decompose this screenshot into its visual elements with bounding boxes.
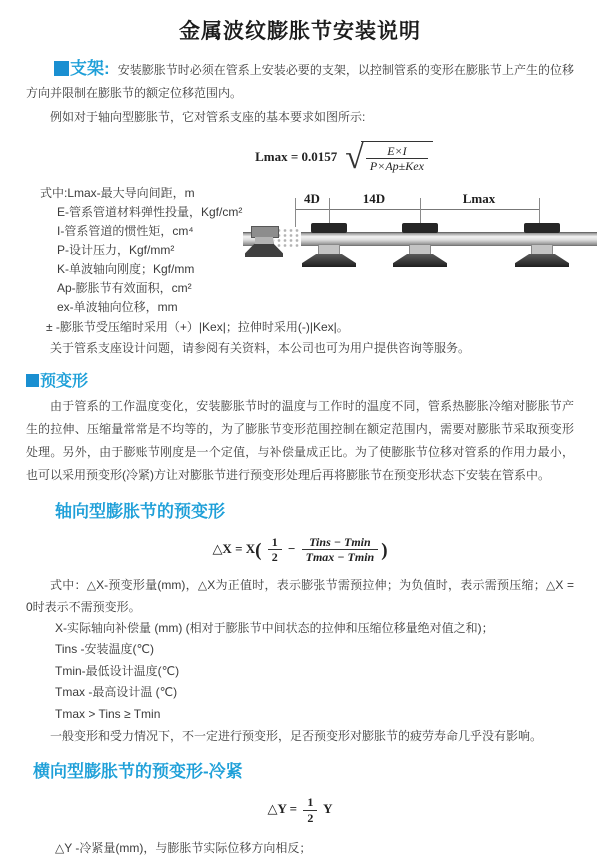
support-cap (311, 223, 347, 233)
lateral-note: △Y -冷紧量(mm)，与膨胀节实际位移方向相反； (55, 841, 312, 856)
axial-formula-denominator: Tmax − Tmin (305, 550, 375, 565)
axial-note: 一般变形和受力情况下，不一定进行预变形，足否预变形对膨胀节的疲劳寿命几乎没有影响。 (50, 729, 543, 744)
page-title: 金属波纹膨胀节安装说明 (179, 20, 421, 43)
axial-explain: 式中：△X-预变形量(mm)，△X为正值时，表示膨张节需预拉伸；为负值时，表示需预压缩；△X = 0时表示不需预变形。 (26, 577, 574, 614)
support-cap (524, 223, 560, 233)
definition-line: K-单波轴向刚度；Kgf/mm (57, 262, 195, 276)
term-line: Tins -安装温度(℃) (55, 642, 155, 657)
dimension-label-4d: 4D (304, 191, 320, 206)
anchor-support (245, 226, 285, 258)
radical-sign (345, 139, 433, 177)
pipe-support (302, 223, 356, 267)
plus-minus-note: ± -膨胀节受压缩时采用（+）|Kex|；拉伸时采用(-)|Kex|。 (46, 320, 349, 334)
dimension-label-lmax: Lmax (462, 191, 496, 206)
term-line: X-实际轴向补偿量 (mm) (相对于膨胀节中间状态的拉伸和压缩位移量绝对值之和)； (55, 620, 494, 635)
definition-line: ex-单波轴向位移，mm (57, 300, 178, 314)
definition-line: P-设计压力，Kgf/mm² (57, 243, 175, 257)
pipe-support (393, 223, 447, 267)
blue-square-bullet-icon (54, 61, 69, 76)
support-base (302, 254, 356, 267)
definition-line: Ap-膨胀节有效面积，cm² (57, 281, 192, 295)
term-line: Tmax > Tins ≥ Tmin (55, 706, 161, 721)
pipe-support-diagram (243, 190, 597, 284)
support-clamp (409, 244, 431, 255)
dimension-label-14d: 14D (362, 191, 386, 206)
minus-sign: − (287, 540, 296, 556)
close-paren: ) (381, 539, 388, 561)
axial-term-list (55, 618, 574, 726)
half-denominator: 2 (271, 550, 278, 565)
definition-line: 式中:Lmax-最大导向间距，m (40, 186, 195, 200)
support-base (515, 254, 569, 267)
term-line: Tmax -最高设计温 (℃) (55, 685, 178, 700)
axial-subheading: 轴向型膨胀节的预变形 (55, 502, 225, 521)
axial-formula-numerator: Tins − Tmin (302, 535, 379, 550)
sqrt-glyph: √ (345, 139, 364, 177)
anchor-base (245, 244, 283, 257)
pipe-support (515, 223, 569, 267)
lmax-formula (0, 135, 600, 179)
lateral-formula-suffix: Y (323, 801, 333, 817)
axial-formula (0, 535, 600, 565)
lateral-formula-prefix: △Y = (267, 801, 298, 817)
lmax-formula-lhs: Lmax = 0.0157 (255, 149, 338, 164)
lateral-subheading: 横向型膨胀节的预变形-冷紧 (33, 762, 243, 782)
lateral-half-numerator: 1 (303, 795, 317, 810)
dimension-line (295, 209, 539, 210)
support-clamp (531, 244, 553, 255)
lmax-formula-numerator: E×I (366, 144, 428, 159)
predeform-paragraph: 由于管系的工作温度变化，安装膨胀节时的温度与工作时的温度不同，管系热膨胀冷缩对膨胀节产生的拉伸、压缩量常常是不均等的，为了膨胀节变形范围控制在额定范围内，需要对膨胀节采取预变形处理。另外，由于膨账节刚度是一个定值，与补偿量成正比。为了使膨胀节位移对管系的作用力最小，也可以采用预变形(冷紧)方让对膨胀节进行预变形处理后再将膨胀节在预变形状态下安装在管系中。 (26, 399, 574, 482)
predeform-heading-row (26, 372, 574, 392)
predeform-section-heading: 预变形 (40, 373, 89, 390)
definition-line: I-管系管道的惯性矩，cm⁴ (57, 224, 194, 238)
lateral-half-denominator: 2 (307, 810, 314, 825)
open-paren: ( (255, 539, 262, 561)
anchor-clamp (255, 237, 273, 244)
support-intro-text: 安装膨胀节时必须在管系上安装必要的支架，以控制管系的变形在膨胀节上产生的位移方向并限制在膨胀节的额定位移范围内。 (26, 63, 574, 100)
support-cap (402, 223, 438, 233)
support-base (393, 254, 447, 267)
definition-line: E-管系管道材料弹性投量，Kgf/cm² (57, 205, 243, 219)
support-closing-line: 关于管系支座设计问题，请参阅有关资料，本公司也可为用户提供咨询等服务。 (50, 341, 471, 355)
half-numerator: 1 (268, 535, 282, 550)
axial-formula-prefix: △X = X (212, 540, 256, 556)
lateral-formula (0, 795, 600, 825)
blue-square-bullet-icon (26, 374, 39, 387)
support-example-line: 例如对于轴向型膨胀节，它对管系支座的基本要求如图所示: (50, 110, 366, 124)
support-section-heading: 支架: (70, 59, 110, 78)
term-line: Tmin-最低设计温度(℃) (55, 663, 180, 678)
support-clamp (318, 244, 340, 255)
support-intro-paragraph (26, 57, 574, 105)
lmax-formula-denominator: P×Ap±Kex (369, 159, 424, 173)
